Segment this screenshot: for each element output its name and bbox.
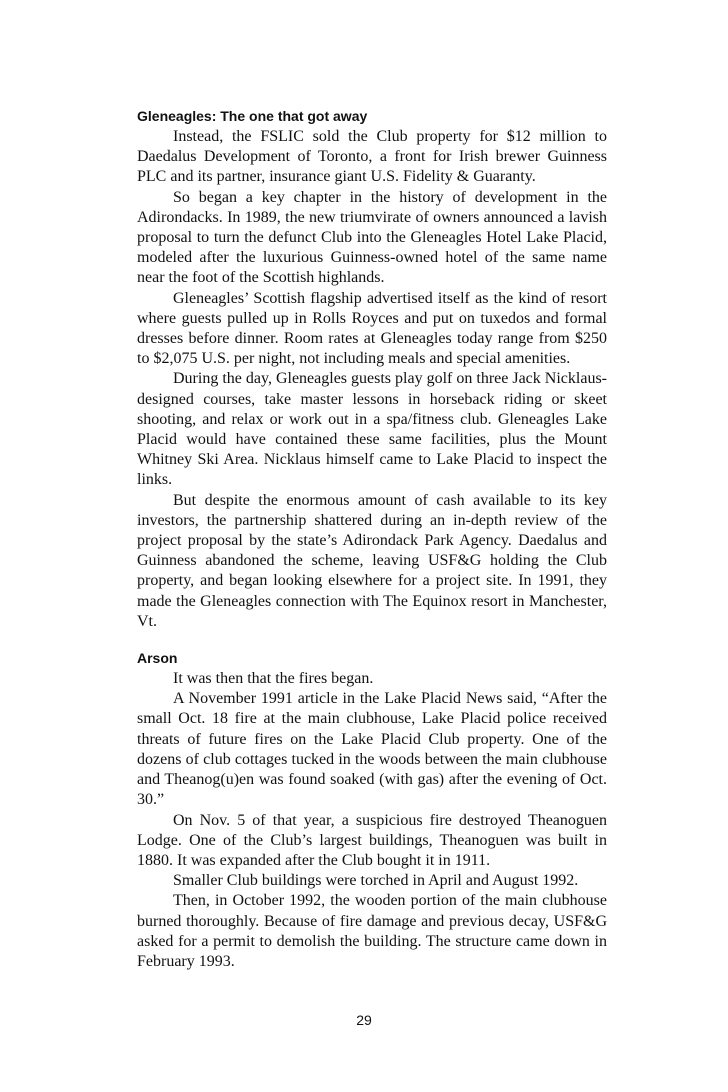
- paragraph: A November 1991 article in the Lake Placid News said, “After the small Oct. 18 fire at the main clubhouse, Lake Placid police received threats of future fires on the Lake Placid Club property. One of the dozens of club cottages tucked in the woods between the main clubhouse and Theanog(u)en was found soaked (with gas) after the evening of Oct. 30.”: [137, 690, 607, 809]
- section-heading: Arson: [137, 650, 178, 667]
- section-gleneagles: [137, 106, 607, 632]
- page-body: [137, 106, 607, 972]
- section-heading: Gleneagles: The one that got away: [137, 108, 368, 124]
- paragraph: Instead, the FSLIC sold the Club property for $12 million to Daedalus Development of Toronto, a front for Irish brewer Guinness PLC and its partner, insurance giant U.S. Fidelity & Guaranty.: [137, 128, 607, 186]
- section-arson: [137, 648, 607, 972]
- paragraph: So began a key chapter in the history of development in the Adirondacks. In 1989, the new triumvirate of owners announced a lavish proposal to turn the defunct Club into the Gleneagles Hotel Lake Placid, modeled after the luxurious Guinness-owned hotel of the same name near the foot of the Scottish highlands.: [137, 188, 607, 287]
- paragraph: On Nov. 5 of that year, a suspicious fire destroyed Theanoguen Lodge. One of the Club’s largest buildings, Theanoguen was built in 1880. It was expanded after the Club bought it in 1911.: [137, 811, 607, 869]
- paragraph: During the day, Gleneagles guests play golf on three Jack Nicklaus-designed courses, take master lessons in horseback riding or skeet shooting, and relax or work out in a spa/fitness club. Gleneagles Lake Placid would have contained these same facilities, plus the Mount Whitney Ski Area. Nicklaus himself came to Lake Placid to inspect the links.: [137, 370, 607, 489]
- page-number: 29: [356, 1012, 372, 1028]
- paragraph: Smaller Club buildings were torched in April and August 1992.: [173, 872, 579, 890]
- paragraph: Then, in October 1992, the wooden portion of the main clubhouse burned thoroughly. Because of fire damage and previous decay, USF&G asked for a permit to demolish the building. The structure came down in February 1993.: [137, 892, 607, 970]
- paragraph: It was then that the fires began.: [173, 670, 374, 688]
- paragraph: But despite the enormous amount of cash available to its key investors, the partnership shattered during an in-depth review of the project proposal by the state’s Adirondack Park Agency. Daedalus and Guinness abandoned the scheme, leaving USF&G holding the Club property, and began looking elsewhere for a project site. In 1991, they made the Gleneagles connection with The Equinox resort in Manchester, Vt.: [137, 491, 607, 630]
- paragraph: Gleneagles’ Scottish flagship advertised itself as the kind of resort where guests pulled up in Rolls Royces and put on tuxedos and formal dresses before dinner. Room rates at Gleneagles today range from $250 to $2,075 U.S. per night, not including meals and special amenities.: [137, 289, 607, 368]
